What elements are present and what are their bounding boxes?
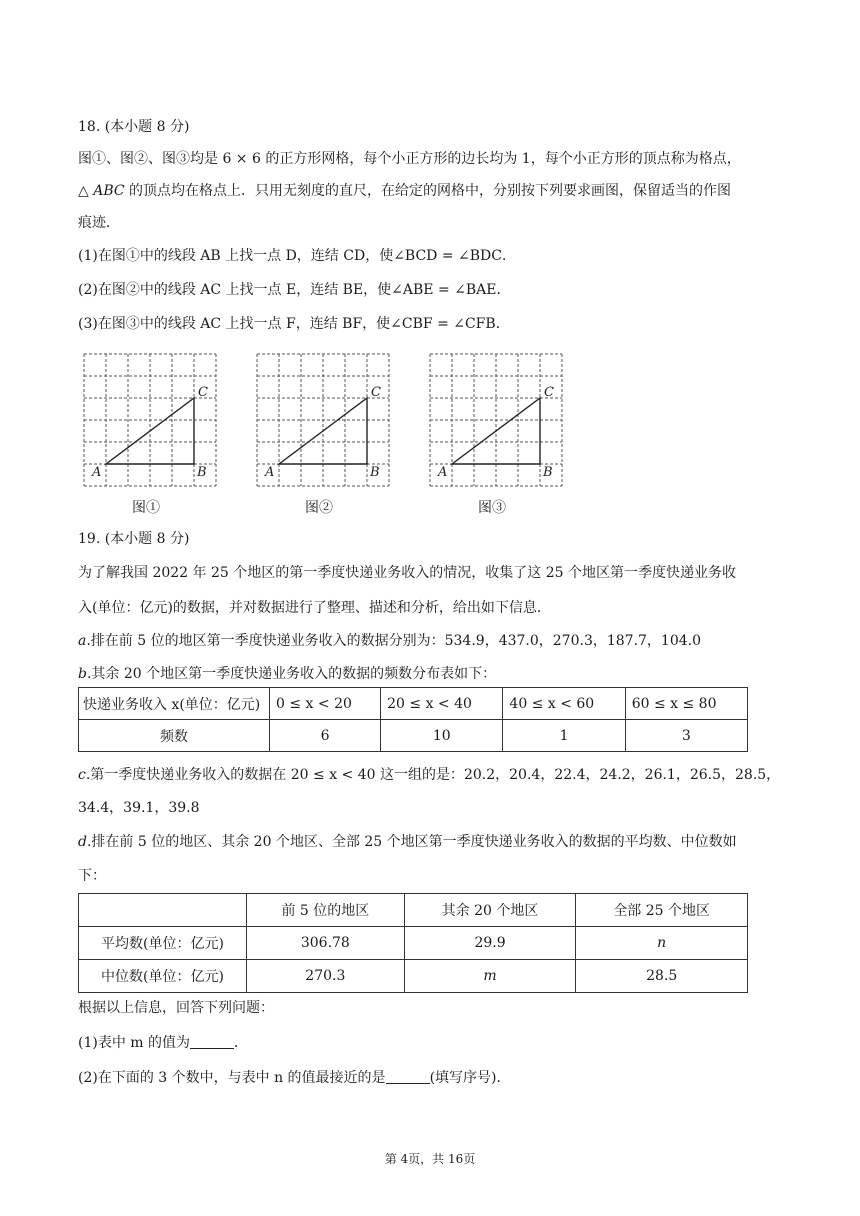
table-cell: 28.5 [576, 960, 748, 993]
info-b-label: b [78, 666, 87, 682]
figure-3-caption: 图③ [478, 500, 506, 516]
triangle-name: ABC [93, 183, 125, 199]
table-cell: 60 ≤ x ≤ 80 [625, 688, 747, 720]
grid-figure-3 [426, 350, 566, 490]
info-c-line2: 34.4，39.1，39.8 [78, 800, 200, 816]
figure-2-caption: 图② [305, 500, 333, 516]
info-c-line1 [78, 765, 780, 785]
table-cell: 270.3 [247, 960, 405, 993]
table-cell: 平均数(单位：亿元) [79, 927, 247, 960]
triangle-symbol: △ [78, 183, 89, 199]
q18-intro-line2 [78, 181, 731, 201]
stats-table-row [79, 960, 748, 993]
answer-blank [190, 1034, 234, 1049]
vertex-label-c: C [371, 385, 381, 400]
table-cell: 全部 25 个地区 [576, 894, 748, 927]
vertex-label-a: A [92, 465, 102, 480]
info-c-text: .第一季度快递业务收入的数据在 20 ≤ x < 40 这一组的是：20.2，20.4，22.4，24.2，26.1，26.5，28.5， [85, 767, 781, 783]
q18-heading: 18. (本小题 8 分) [78, 119, 190, 135]
table-cell: 1 [503, 720, 625, 752]
frequency-table-header [79, 688, 748, 720]
info-b-text: .其余 20 个地区第一季度快递业务收入的数据的频数分布表如下： [86, 666, 497, 682]
info-d-line1 [78, 832, 737, 852]
info-a [78, 631, 701, 651]
q19-sub2 [78, 1068, 511, 1088]
info-a-label: a [78, 633, 87, 649]
table-cell: 0 ≤ x < 20 [270, 688, 381, 720]
grid-figure-2 [253, 350, 393, 490]
info-b [78, 664, 496, 684]
frequency-table [78, 687, 748, 752]
table-cell: 20 ≤ x < 40 [381, 688, 503, 720]
q19-intro-line2: 入(单位：亿元)的数据，并对数据进行了整理、描述和分析，给出如下信息． [78, 600, 551, 616]
table-cell: 306.78 [247, 927, 405, 960]
q18-part3: (3)在图③中的线段 AC 上找一点 F，连结 BF，使∠CBF = ∠CFB． [78, 316, 510, 332]
stats-table-header [79, 894, 748, 927]
table-cell: 频数 [79, 720, 270, 752]
frequency-table-row [79, 720, 748, 752]
vertex-label-a: A [438, 465, 448, 480]
table-cell: 中位数(单位：亿元) [79, 960, 247, 993]
figure-1-caption: 图① [132, 500, 160, 516]
q18-part2: (2)在图②中的线段 AC 上找一点 E，连结 BE，使∠ABE = ∠BAE． [78, 282, 511, 298]
stats-table [78, 893, 748, 993]
vertex-label-a: A [265, 465, 275, 480]
table-cell: 前 5 位的地区 [247, 894, 405, 927]
q18-intro-line2-text: 的顶点均在格点上．只用无刻度的直尺，在给定的网格中，分别按下列要求画图，保留适当的作图 [124, 183, 732, 199]
grid-figure-1 [80, 350, 220, 490]
table-cell: 3 [625, 720, 747, 752]
table-cell: 6 [270, 720, 381, 752]
info-c-label: c [78, 767, 86, 783]
table-cell: 10 [381, 720, 503, 752]
info-d-line2: 下： [78, 868, 106, 884]
vertex-label-b: B [543, 465, 553, 480]
info-a-text: .排在前 5 位的地区第一季度快递业务收入的数据分别为：534.9，437.0，270.3，187.7，104.0 [86, 633, 702, 649]
stats-table-row [79, 927, 748, 960]
vertex-label-b: B [197, 465, 207, 480]
table-cell: 快递业务收入 x(单位：亿元) [79, 688, 270, 720]
q18-part1: (1)在图①中的线段 AB 上找一点 D，连结 CD，使∠BCD = ∠BDC． [78, 248, 516, 264]
info-d-text: .排在前 5 位的地区、其余 20 个地区、全部 25 个地区第一季度快递业务收入的数据的平均数、中位数如 [86, 834, 737, 850]
q19-ask: 根据以上信息，回答下列问题： [78, 1000, 274, 1016]
q19-sub1-end: ． [234, 1035, 249, 1051]
table-cell: n [576, 927, 748, 960]
q19-intro-line1: 为了解我国 2022 年 25 个地区的第一季度快递业务收入的情况，收集了这 25 个地区第一季度快递业务收 [78, 565, 736, 581]
vertex-label-c: C [544, 385, 554, 400]
table-cell: 29.9 [404, 927, 576, 960]
vertex-label-b: B [370, 465, 380, 480]
q19-sub2-end: (填写序号)． [429, 1070, 511, 1086]
q19-sub2-text: (2)在下面的 3 个数中，与表中 n 的值最接近的是 [78, 1070, 386, 1086]
table-cell: m [404, 960, 576, 993]
answer-blank [386, 1069, 430, 1084]
q18-intro-line3: 痕迹． [78, 215, 120, 231]
table-cell [79, 894, 247, 927]
q19-sub1-text: (1)表中 m 的值为 [78, 1035, 191, 1051]
page-footer: 第 4页，共 16页 [384, 1152, 476, 1166]
q19-sub1 [78, 1033, 248, 1053]
vertex-label-c: C [198, 385, 208, 400]
info-d-label: d [78, 834, 87, 850]
q19-heading: 19. (本小题 8 分) [78, 531, 190, 547]
table-cell: 40 ≤ x < 60 [503, 688, 625, 720]
table-cell: 其余 20 个地区 [404, 894, 576, 927]
q18-intro-line1: 图①、图②、图③均是 6 × 6 的正方形网格，每个小正方形的边长均为 1，每个小正方形的顶点称为格点， [78, 151, 741, 167]
